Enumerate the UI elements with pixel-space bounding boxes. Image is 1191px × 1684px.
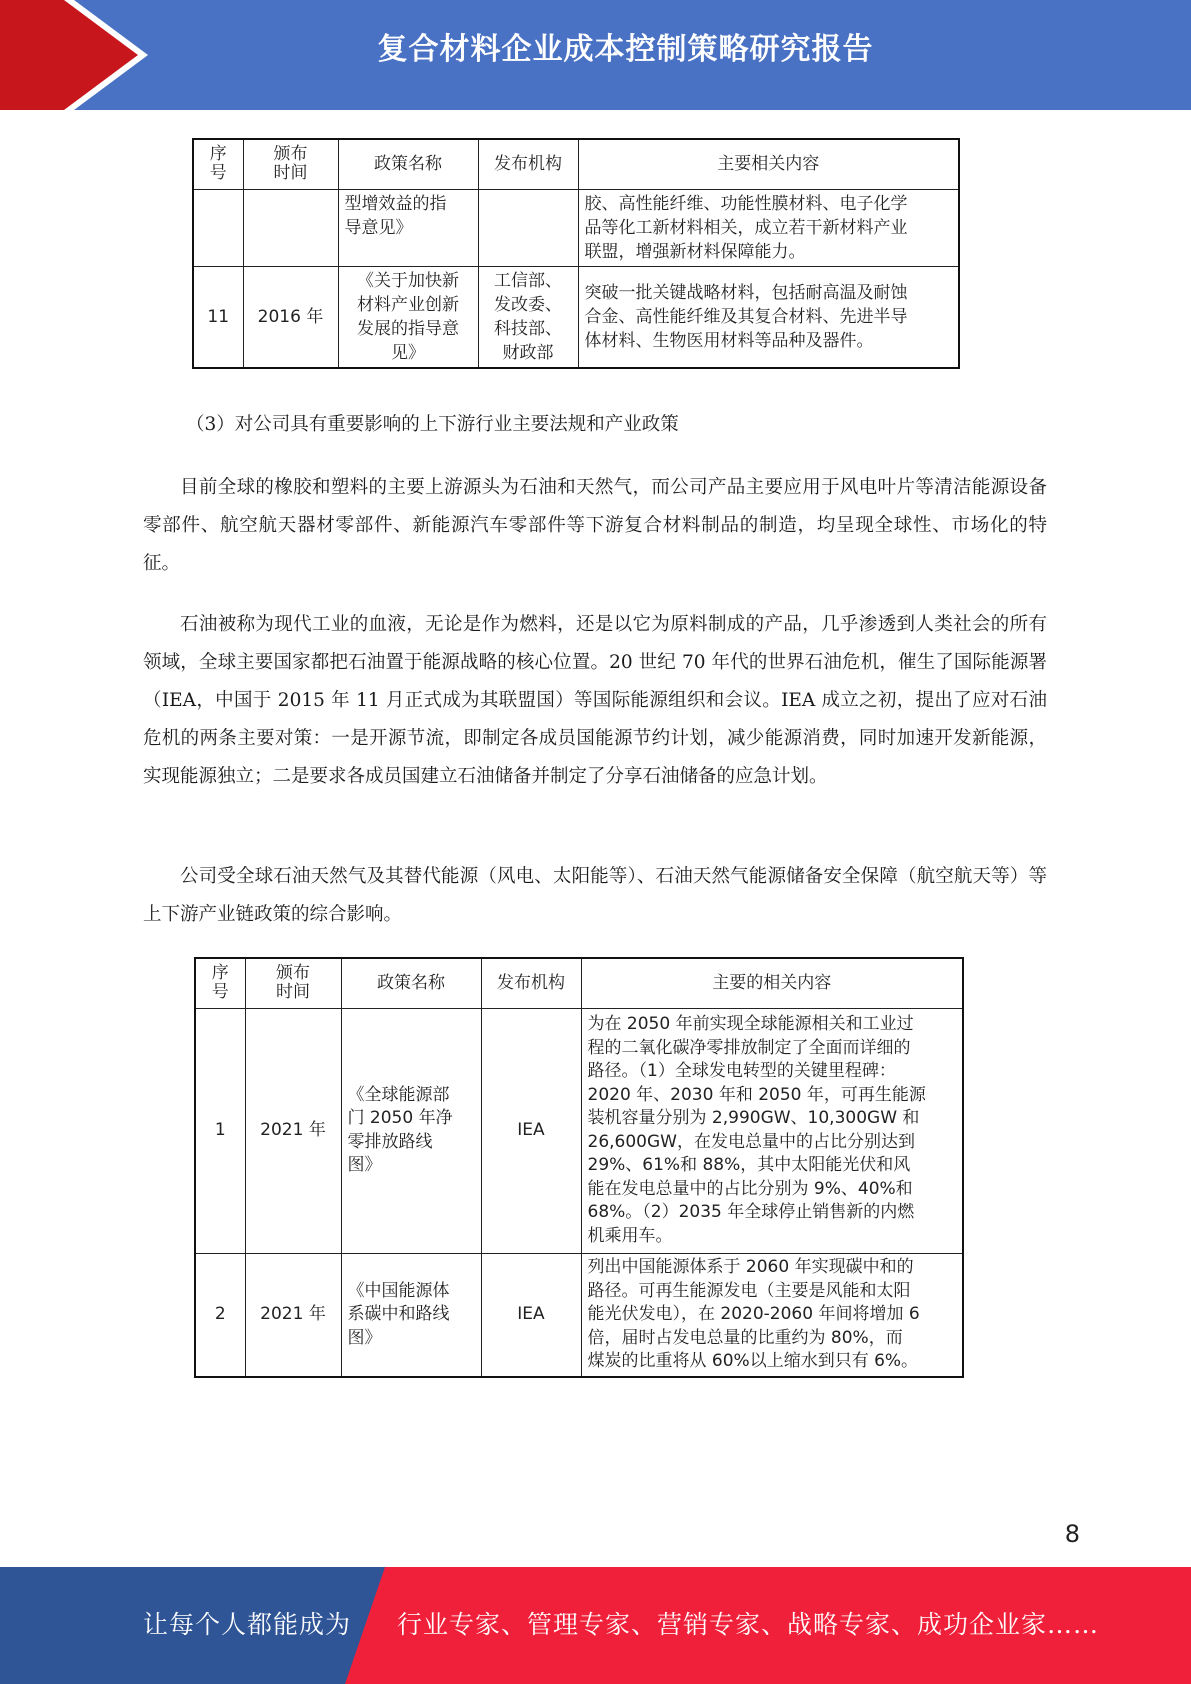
cell-date: 2021 年 bbox=[245, 1253, 341, 1377]
col-header-index: 序 号 bbox=[193, 139, 243, 189]
table-header-row bbox=[195, 958, 963, 1008]
cell-content: 胶、高性能纤维、功能性膜材料、电子化学 品等化工新材料相关，成立若干新材料产业 联盟，增强新材料保障能力。 bbox=[578, 189, 959, 266]
page-header bbox=[0, 0, 1191, 110]
col-header-policy-name: 政策名称 bbox=[341, 958, 481, 1008]
section-subheading: （3）对公司具有重要影响的上下游行业主要法规和产业政策 bbox=[186, 414, 679, 435]
cell-policy-name: 《关于加快新 材料产业创新 发展的指导意 见》 bbox=[338, 266, 478, 368]
cell-index: 1 bbox=[195, 1008, 245, 1253]
cell-index bbox=[193, 189, 243, 266]
footer-slogan-left: 让每个人都能成为 bbox=[143, 1610, 352, 1639]
paragraph-policy-impact: 公司受全球石油天然气及其替代能源（风电、太阳能等）、石油天然气能源储备安全保障（航空航天等）等上下游产业链政策的综合影响。 bbox=[143, 866, 1047, 925]
col-header-index: 序 号 bbox=[195, 958, 245, 1008]
cell-date: 2016 年 bbox=[243, 266, 338, 368]
col-header-issuer: 发布机构 bbox=[481, 958, 581, 1008]
cell-date bbox=[243, 189, 338, 266]
page-footer bbox=[0, 1567, 1191, 1684]
paragraph-oil-importance: 石油被称为现代工业的血液，无论是作为燃料，还是以它为原料制成的产品，几乎渗透到人类社会的所有领域，全球主要国家都把石油置于能源战略的核心位置。20 世纪 70 年代的世界石油危机，催生了国际能源署（IEA，中国于 2015 年 11 月正式成为其联盟国）等国际能源组织和会议。IEA 成立之初，提出了应对石油危机的两条主要对策：一是开源节流，即制定各成员国能源节约计划，减少能源消费，同时加速开发新能源，实现能源独立；二是要求各成员国建立石油储备并制定了分享石油储备的应急计划。 bbox=[143, 614, 1047, 787]
cell-date: 2021 年 bbox=[245, 1008, 341, 1253]
table-row bbox=[195, 1253, 963, 1377]
col-header-content: 主要相关内容 bbox=[578, 139, 959, 189]
cell-issuer: IEA bbox=[481, 1253, 581, 1377]
footer-slogan-right: 行业专家、管理专家、营销专家、战略专家、成功企业家…… bbox=[397, 1610, 1100, 1639]
page-number: 8 bbox=[1064, 1520, 1080, 1548]
paragraph-upstream-sources: 目前全球的橡胶和塑料的主要上游源头为石油和天然气，而公司产品主要应用于风电叶片等清洁能源设备零部件、航空航天器材零部件、新能源汽车零部件等下游复合材料制品的制造，均呈现全球性、市场化的特征。 bbox=[143, 477, 1047, 574]
col-header-issuer: 发布机构 bbox=[478, 139, 578, 189]
col-header-policy-name: 政策名称 bbox=[338, 139, 478, 189]
cell-content: 为在 2050 年前实现全球能源相关和工业过 程的二氧化碳净零排放制定了全面而详细的 路径。（1）全球发电转型的关键里程碑： 2020 年、2030 年和 2050 年，可再生能源 装机容量分别为 2,990GW、10,300GW 和 26,600GW，在发电总量中的占比分别达到 29%、61%和 88%，其中太阳能光伏和风 能在发电总量中的占比分别为 9%、40%和 68%。（2）2035 年全球停止销售新的内燃 机乘用车。 bbox=[581, 1008, 963, 1253]
policy-table-continued bbox=[192, 138, 960, 369]
col-header-content: 主要的相关内容 bbox=[581, 958, 963, 1008]
cell-content: 列出中国能源体系于 2060 年实现碳中和的 路径。可再生能源发电（主要是风能和太阳 能光伏发电），在 2020-2060 年间将增加 6 倍，届时占发电总量的比重约为 80%，而 煤炭的比重将从 60%以上缩水到只有 6%。 bbox=[581, 1253, 963, 1377]
upstream-policy-table bbox=[194, 957, 964, 1378]
cell-issuer bbox=[478, 189, 578, 266]
cell-policy-name: 《全球能源部 门 2050 年净 零排放路线 图》 bbox=[341, 1008, 481, 1253]
report-title: 复合材料企业成本控制策略研究报告 bbox=[377, 32, 874, 67]
cell-issuer: IEA bbox=[481, 1008, 581, 1253]
cell-policy-name: 型增效益的指 导意见》 bbox=[338, 189, 478, 266]
cell-index: 11 bbox=[193, 266, 243, 368]
table-row bbox=[195, 1008, 963, 1253]
table-header-row bbox=[193, 139, 959, 189]
cell-content: 突破一批关键战略材料，包括耐高温及耐蚀 合金、高性能纤维及其复合材料、先进半导 体材料、生物医用材料等品种及器件。 bbox=[578, 266, 959, 368]
col-header-date: 颁布 时间 bbox=[243, 139, 338, 189]
col-header-date: 颁布 时间 bbox=[245, 958, 341, 1008]
cell-issuer: 工信部、 发改委、 科技部、 财政部 bbox=[478, 266, 578, 368]
cell-policy-name: 《中国能源体 系碳中和路线 图》 bbox=[341, 1253, 481, 1377]
table-row bbox=[193, 266, 959, 368]
table-row bbox=[193, 189, 959, 266]
cell-index: 2 bbox=[195, 1253, 245, 1377]
